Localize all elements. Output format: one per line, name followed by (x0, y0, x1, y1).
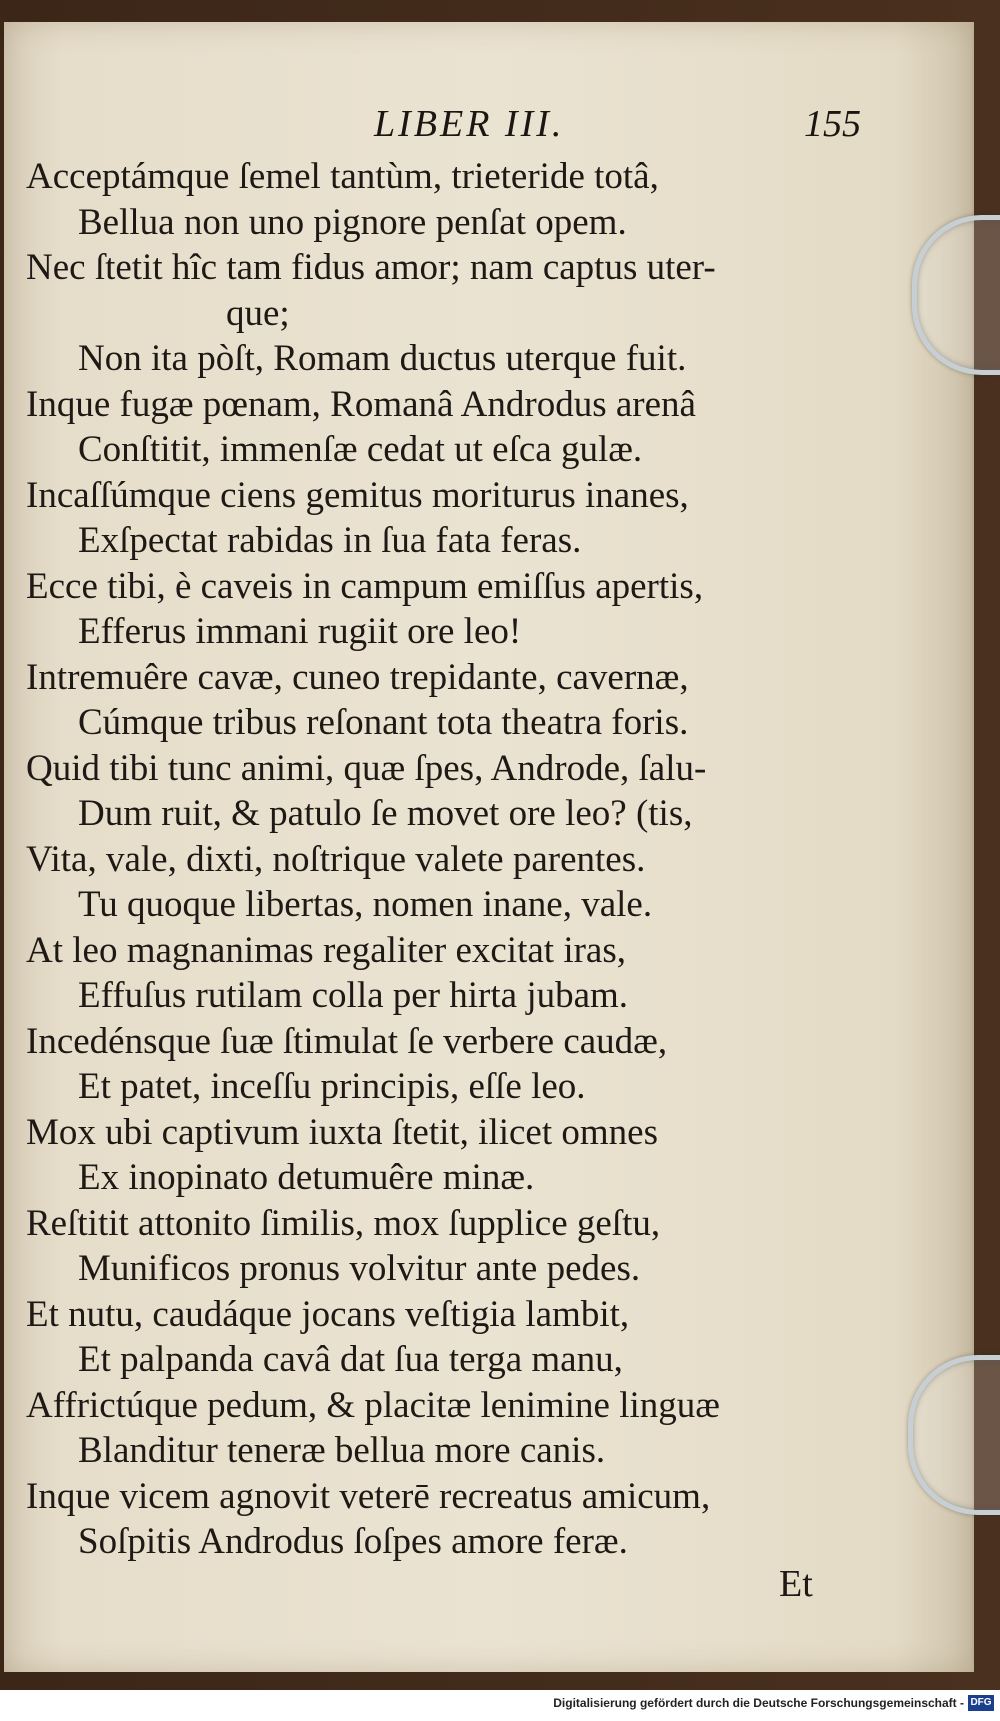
page-header (4, 102, 972, 152)
verse-line: Tu quoque libertas, nomen inane, vale. (78, 884, 653, 925)
verse-line: Inque vicem agnovit veterē recreatus amicum, (26, 1475, 711, 1517)
verse-line: Incedénsque ſuæ ſtimulat ſe verbere caudæ, (26, 1020, 668, 1062)
verse-line: Affrictúque pedum, & placitæ lenimine linguæ (26, 1384, 720, 1426)
book-page (4, 22, 974, 1672)
verse-line: Ecce tibi, è caveis in campum emiſſus apertis, (26, 565, 704, 607)
dfg-logo-icon: DFG (968, 1695, 994, 1711)
page-number: 155 (804, 103, 861, 145)
verse-line: Dum ruit, & patulo ſe movet ore leo? (tis, (78, 793, 693, 834)
verse-line: Blanditur teneræ bellua more canis. (78, 1430, 606, 1471)
verse-line: Efferus immani rugiit ore leo! (78, 611, 522, 652)
verse-line: Incaſſúmque ciens gemitus moriturus inanes, (26, 474, 689, 516)
verse-line: Acceptámque ſemel tantùm, trieteride totâ, (26, 156, 659, 197)
verse-line: Nec ſtetit hîc tam fidus amor; nam captus uter- (26, 247, 716, 288)
poem-body (26, 154, 906, 1565)
verse-line: Effuſus rutilam colla per hirta jubam. (78, 975, 629, 1016)
digitization-footer (0, 1690, 1000, 1721)
verse-line: Quid tibi tunc animi, quæ ſpes, Androde, ſalu- (26, 747, 707, 789)
verse-line: Et palpanda cavâ dat ſua terga manu, (78, 1339, 623, 1380)
verse-line: Intremuêre cavæ, cuneo trepidante, cavernæ, (26, 656, 689, 698)
verse-line: Bellua non uno pignore penſat opem. (78, 201, 627, 243)
verse-line: Vita, vale, dixti, noſtrique valete parentes. (26, 838, 646, 880)
verse-line: Soſpitis Androdus ſoſpes amore feræ. (78, 1521, 628, 1562)
verse-line: Conſtitit, immenſæ cedat ut eſca gulæ. (78, 429, 643, 470)
verse-line: Munificos pronus volvitur ante pedes. (78, 1248, 641, 1289)
verse-line: At leo magnanimas regaliter excitat iras, (26, 929, 626, 971)
verse-line: Non ita pòſt, Romam ductus uterque fuit. (78, 338, 687, 379)
verse-line: Inque fugæ pœnam, Romanâ Androdus arenâ (26, 383, 696, 425)
verse-line: que; (226, 292, 290, 334)
funding-note: Digitalisierung gefördert durch die Deutsche Forschungsgemeinschaft - (553, 1696, 964, 1710)
verse-line: Exſpectat rabidas in ſua fata feras. (78, 520, 582, 561)
catchword: Et (779, 1563, 813, 1605)
verse-line: Et nutu, caudáque jocans veſtigia lambit, (26, 1293, 630, 1335)
verse-line: Mox ubi captivum iuxta ſtetit, ilicet omnes (26, 1111, 658, 1153)
verse-line: Cúmque tribus reſonant tota theatra foris. (78, 702, 689, 743)
running-head: LIBER III. (374, 103, 565, 145)
verse-line: Ex inopinato detumuêre minæ. (78, 1157, 535, 1198)
verse-line: Reſtitit attonito ſimilis, mox ſupplice geſtu, (26, 1202, 661, 1244)
verse-line: Et patet, inceſſu principis, eſſe leo. (78, 1066, 586, 1107)
